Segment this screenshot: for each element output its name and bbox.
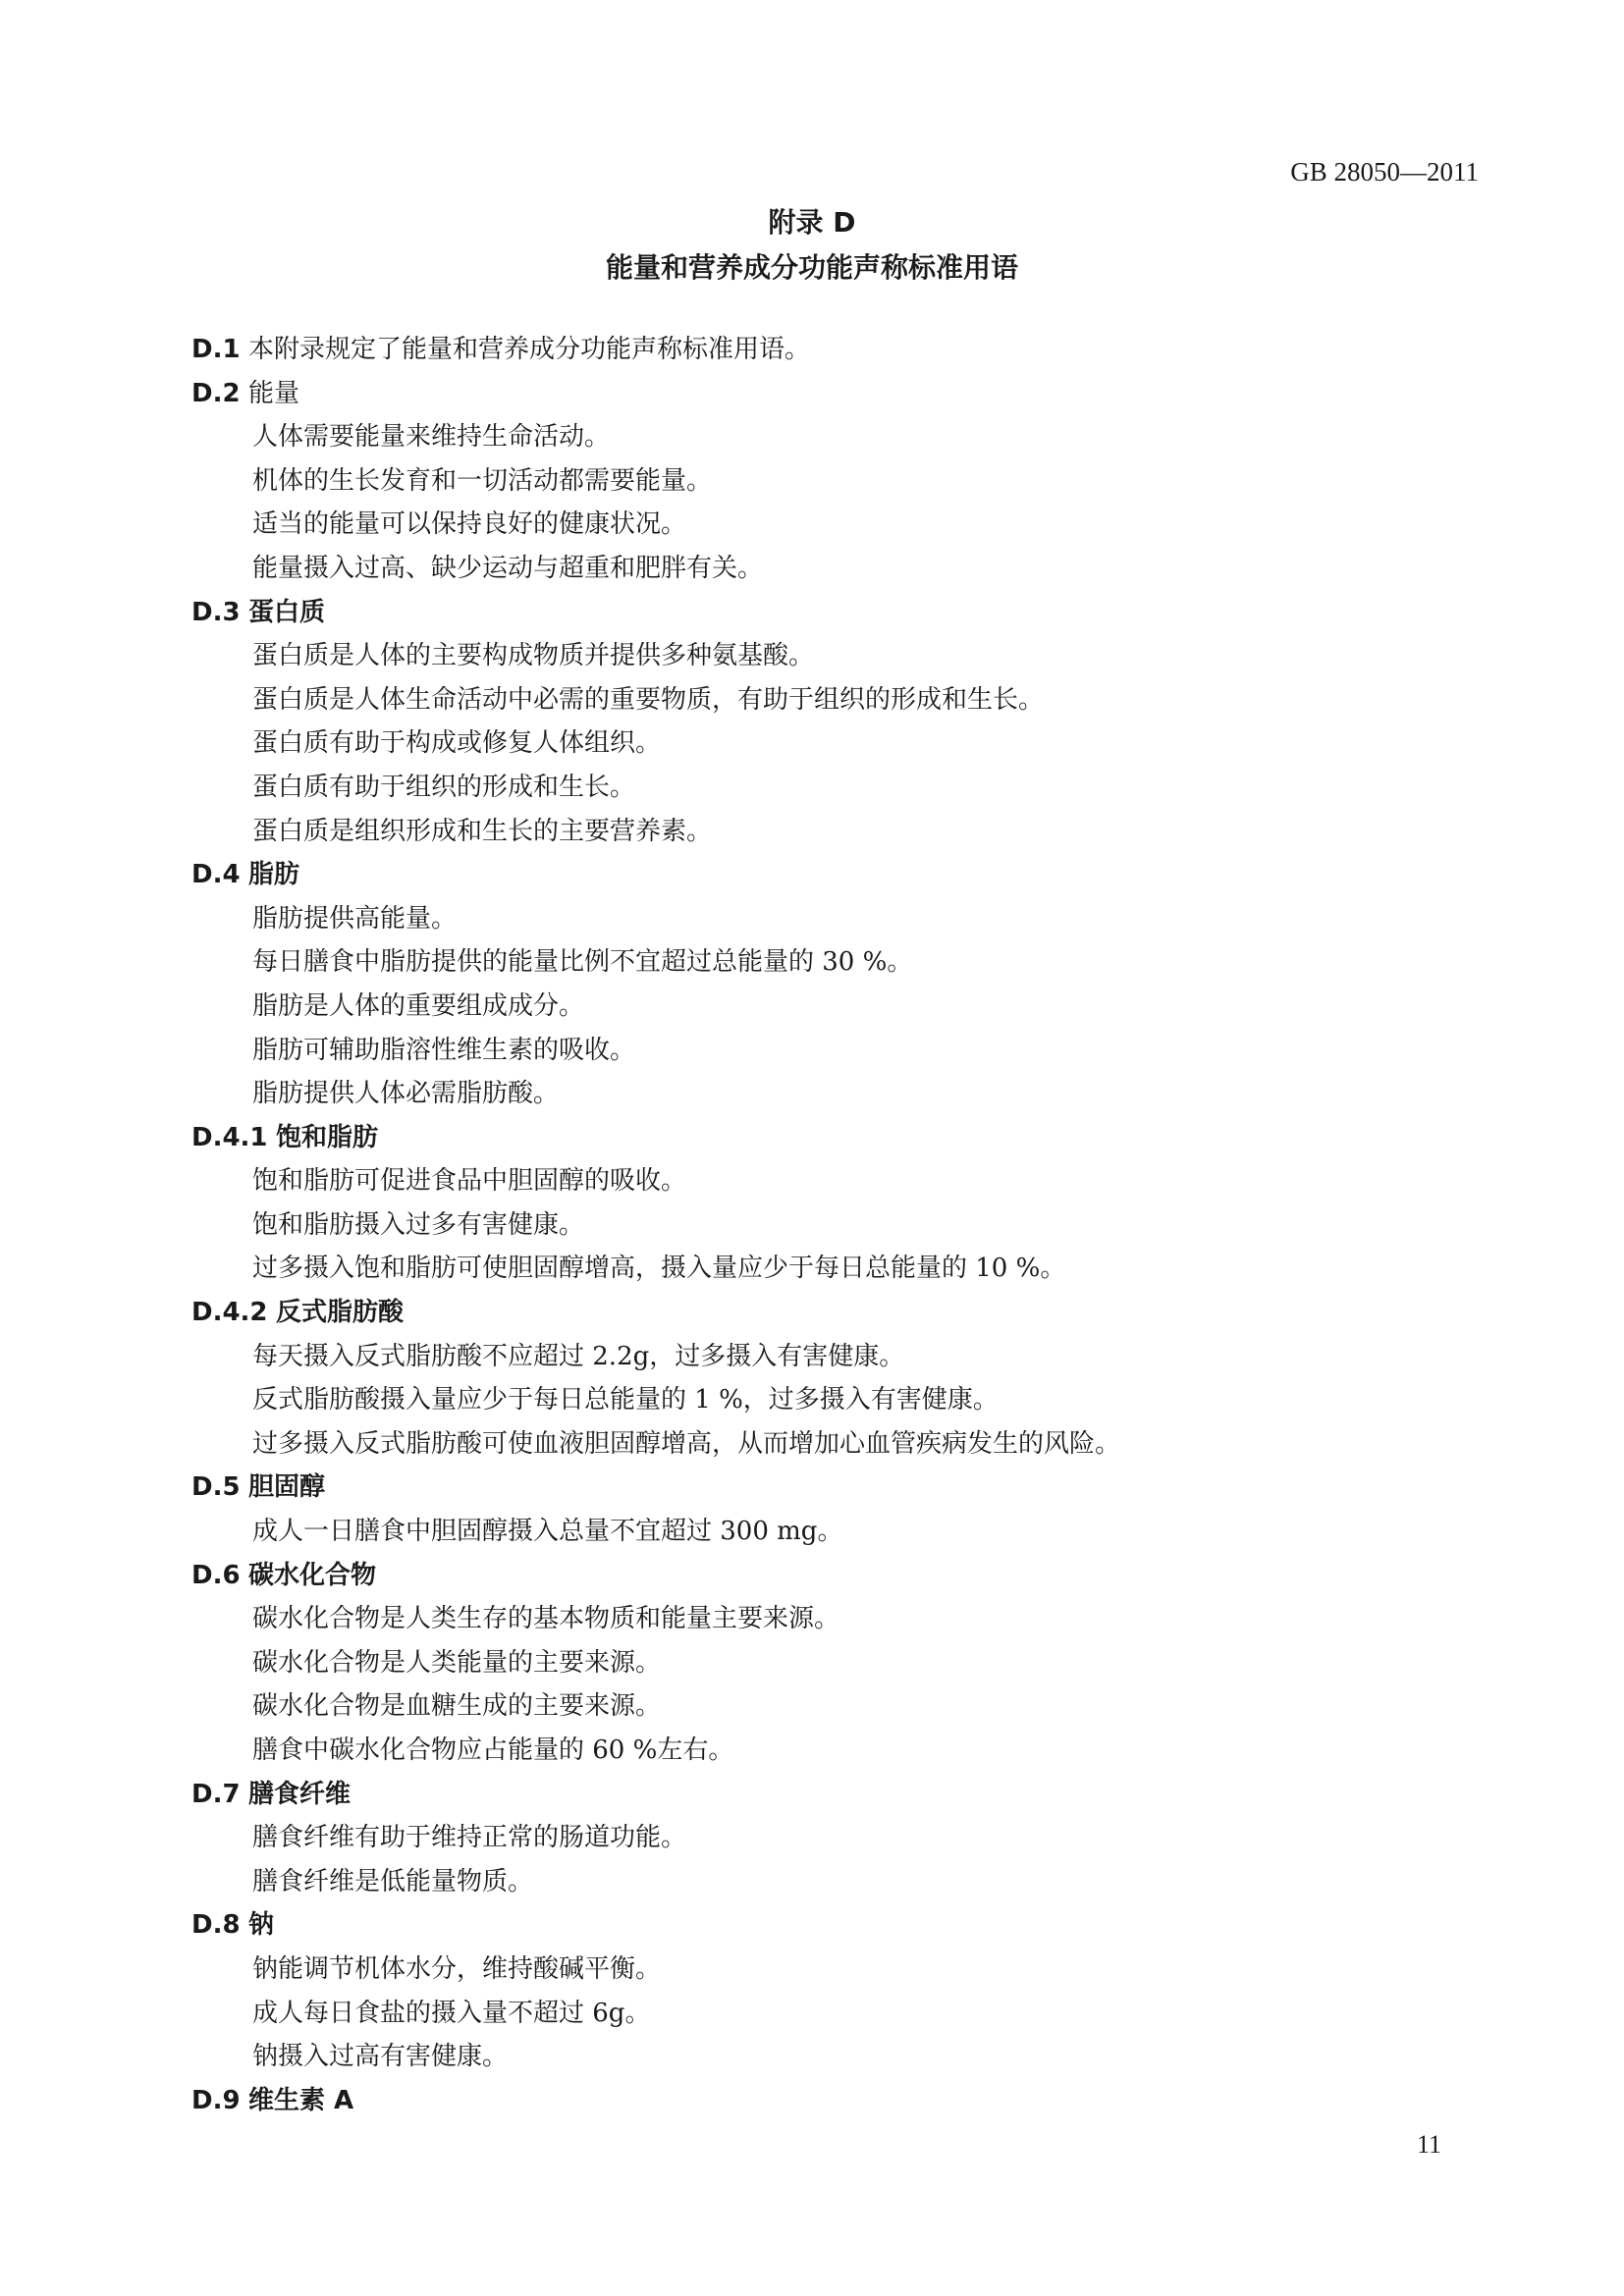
claim-line: 饱和脂肪摄入过多有害健康。 <box>252 1209 585 1240</box>
claim-line: 钠能调节机体水分，维持酸碱平衡。 <box>252 1953 662 1984</box>
section-number: D.4.2 <box>191 1298 268 1328</box>
section-heading <box>191 2079 1468 2123</box>
claim-line: 蛋白质是人体生命活动中必需的重要物质，有助于组织的形成和生长。 <box>252 684 1045 715</box>
appendix-label: 附录 D <box>768 206 856 239</box>
appendix-title-block <box>0 200 1624 291</box>
section-title: 维生素 A <box>248 2085 354 2115</box>
section-number: D.7 <box>191 1779 241 1809</box>
section-title: 膳食纤维 <box>248 1779 352 1809</box>
section-d-1 <box>191 328 1468 372</box>
claim-line: 脂肪提供人体必需脂肪酸。 <box>252 1079 560 1109</box>
section-number: D.2 <box>191 378 241 408</box>
section-heading <box>191 1554 1468 1598</box>
section-heading <box>191 591 1468 635</box>
section-number: D.9 <box>191 2085 241 2115</box>
section-d-3 <box>191 591 1468 854</box>
claim-line: 碳水化合物是人类能量的主要来源。 <box>252 1647 662 1678</box>
claim-line: 碳水化合物是人类生存的基本物质和能量主要来源。 <box>252 1604 840 1634</box>
claim-line: 反式脂肪酸摄入量应少于每日总能量的 1 %，过多摄入有害健康。 <box>252 1385 999 1415</box>
section-heading <box>191 1773 1468 1817</box>
section-title: 碳水化合物 <box>248 1560 377 1590</box>
section-title: 本附录规定了能量和营养成分功能声称标准用语。 <box>248 335 811 364</box>
claim-line: 膳食纤维是低能量物质。 <box>252 1866 534 1896</box>
claim-line: 饱和脂肪可促进食品中胆固醇的吸收。 <box>252 1166 687 1197</box>
section-heading <box>191 1291 1468 1335</box>
claim-line: 蛋白质有助于构成或修复人体组织。 <box>252 728 662 759</box>
section-d-5 <box>191 1466 1468 1553</box>
page-number: 11 <box>1416 2130 1441 2159</box>
section-title: 反式脂肪酸 <box>276 1298 405 1328</box>
appendix-title: 能量和营养成分功能声称标准用语 <box>605 251 1018 284</box>
section-d-6 <box>191 1554 1468 1773</box>
section-number: D.5 <box>191 1472 241 1503</box>
claim-line: 蛋白质是人体的主要构成物质并提供多种氨基酸。 <box>252 641 815 671</box>
section-heading <box>191 853 1468 897</box>
standard-code: GB 28050—2011 <box>1290 157 1479 187</box>
claim-line: 能量摄入过高、缺少运动与超重和肥胖有关。 <box>252 553 764 583</box>
claim-line: 膳食纤维有助于维持正常的肠道功能。 <box>252 1823 687 1853</box>
claim-line: 每天摄入反式脂肪酸不应超过 2.2g，过多摄入有害健康。 <box>252 1341 905 1371</box>
section-d-4-1 <box>191 1116 1468 1291</box>
section-heading <box>191 1466 1468 1510</box>
section-d-2 <box>191 372 1468 591</box>
claim-line: 脂肪提供高能量。 <box>252 903 458 934</box>
document-body <box>191 328 1468 2122</box>
section-title: 脂肪 <box>248 860 300 890</box>
claim-line: 膳食中碳水化合物应占能量的 60 %左右。 <box>252 1735 734 1765</box>
section-title: 蛋白质 <box>248 597 326 627</box>
claim-line: 蛋白质是组织形成和生长的主要营养素。 <box>252 816 713 846</box>
section-d-8 <box>191 1903 1468 2078</box>
claim-line: 适当的能量可以保持良好的健康状况。 <box>252 509 687 540</box>
claim-line: 钠摄入过高有害健康。 <box>252 2042 509 2072</box>
section-heading <box>191 372 1468 416</box>
section-d-4 <box>191 853 1468 1116</box>
section-title: 饱和脂肪 <box>276 1122 379 1152</box>
section-title: 钠 <box>248 1910 275 1941</box>
claim-line: 过多摄入反式脂肪酸可使血液胆固醇增高，从而增加心血管疾病发生的风险。 <box>252 1428 1121 1459</box>
section-number: D.4 <box>191 860 241 890</box>
claim-line: 碳水化合物是血糖生成的主要来源。 <box>252 1691 662 1722</box>
section-heading <box>191 1116 1468 1160</box>
section-heading <box>191 1903 1468 1948</box>
section-number: D.3 <box>191 597 241 627</box>
claim-line: 脂肪可辅助脂溶性维生素的吸收。 <box>252 1035 636 1065</box>
section-number: D.8 <box>191 1910 241 1941</box>
section-d-4-2 <box>191 1291 1468 1466</box>
section-number: D.4.1 <box>191 1122 268 1152</box>
claim-line: 人体需要能量来维持生命活动。 <box>252 422 611 453</box>
claim-line: 过多摄入饱和脂肪可使胆固醇增高，摄入量应少于每日总能量的 10 %。 <box>252 1254 1066 1284</box>
claim-line: 机体的生长发育和一切活动都需要能量。 <box>252 465 713 496</box>
claim-line: 成人一日膳食中胆固醇摄入总量不宜超过 300 mg。 <box>252 1517 843 1547</box>
section-number: D.6 <box>191 1560 241 1590</box>
claim-line: 成人每日食盐的摄入量不超过 6g。 <box>252 1998 651 2028</box>
claim-line: 每日膳食中脂肪提供的能量比例不宜超过总能量的 30 %。 <box>252 947 913 978</box>
section-heading <box>191 328 1468 372</box>
section-title: 胆固醇 <box>248 1472 326 1503</box>
section-title: 能量 <box>248 378 300 408</box>
section-d-9 <box>191 2079 1468 2123</box>
section-number: D.1 <box>191 335 241 364</box>
claim-line: 脂肪是人体的重要组成成分。 <box>252 990 585 1021</box>
section-d-7 <box>191 1773 1468 1904</box>
claim-line: 蛋白质有助于组织的形成和生长。 <box>252 772 636 802</box>
